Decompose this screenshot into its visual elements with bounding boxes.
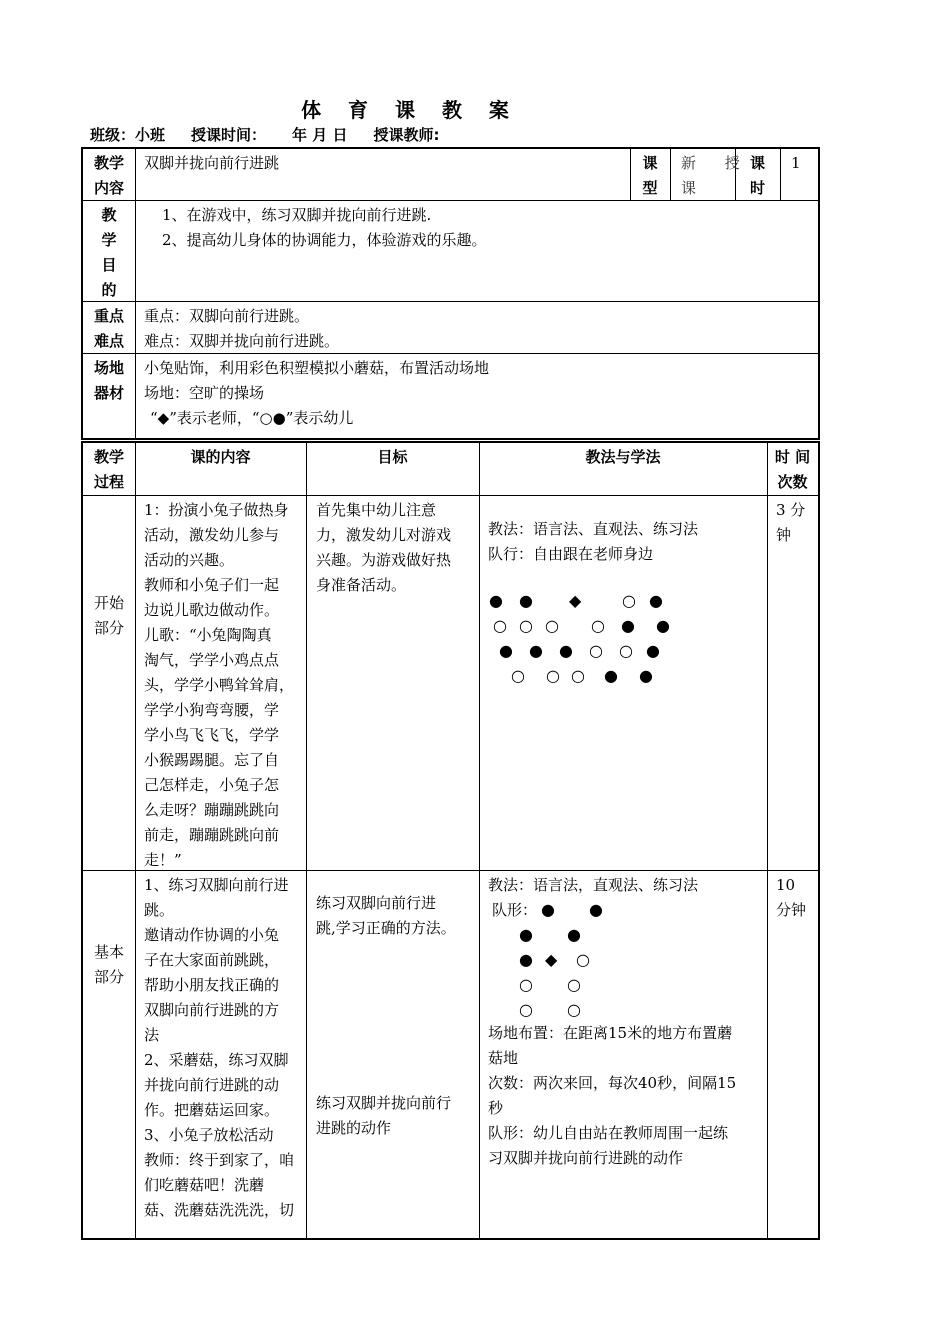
basic-filled-child-marker: ● [519, 950, 533, 969]
start-filled-child-marker: ● [529, 641, 543, 660]
header-goal: 目标 [377, 448, 408, 466]
hours-label: 课 时 [749, 154, 765, 197]
basic-method-top: 教法：语言法，直观法、练习法 [488, 876, 699, 894]
document-title: 体 育 课 教 案 [301, 98, 519, 122]
content-value: 双脚并拢向前行进跳 [144, 154, 280, 172]
basic-filled-child-marker: ● [541, 900, 555, 919]
basic-filled-child-marker: ● [519, 925, 533, 944]
start-filled-child-marker: ● [649, 591, 663, 610]
header-stage: 教学 过程 [93, 448, 124, 491]
basic-goal-2: 练习双脚并拢向前行 进跳的动作 [316, 1094, 452, 1137]
basic-formation-label: 队形： [492, 901, 538, 919]
header-time: 时 间 次数 [774, 448, 811, 491]
basic-method-lines: 场地布置：在距离15米的地方布置蘑 菇地 次数：两次来回，每次40秒，间隔15 秒 队形：幼儿自由站在教师周围一起练 习双脚并拢向前行进跳的动作 [488, 1024, 737, 1167]
class-label: 班级：小班 [90, 126, 166, 144]
key-label: 重点 难点 [93, 307, 124, 350]
start-hollow-child-marker: ○ [511, 666, 525, 685]
start-filled-child-marker: ● [621, 616, 635, 635]
start-hollow-child-marker: ○ [571, 666, 585, 685]
equip-list: 小兔贴饰，利用彩色积塑模拟小蘑菇，布置活动场地 场地：空旷的操场 “◆”表示老师，“○●”表示幼儿 [144, 359, 490, 427]
goal-list: 1、在游戏中，练习双脚并拢向前行进跳. 2、提高幼儿身体的协调能力，体验游戏的乐趣。 [162, 206, 487, 249]
basic-formation [479, 898, 767, 1023]
start-filled-child-marker: ● [639, 666, 653, 685]
start-filled-child-marker: ● [489, 591, 503, 610]
start-hollow-child-marker: ○ [545, 616, 559, 635]
start-hollow-child-marker: ○ [546, 666, 560, 685]
start-hollow-child-marker: ○ [519, 616, 533, 635]
start-hollow-child-marker: ○ [493, 616, 507, 635]
start-hollow-child-marker: ○ [619, 641, 633, 660]
start-goal: 首先集中幼儿注意 力，激发幼儿对游戏 兴趣。为游戏做好热 身准备活动。 [316, 501, 452, 594]
start-formation [479, 583, 767, 693]
start-filled-child-marker: ● [604, 666, 618, 685]
type-label: 课 型 [642, 154, 658, 197]
header-method: 教法与学法 [585, 448, 661, 466]
start-hollow-child-marker: ○ [622, 591, 636, 610]
basic-teacher-marker: ◆ [545, 950, 558, 969]
goal-label: 教 学 目 的 [101, 206, 117, 299]
basic-content: 1、练习双脚向前行进 跳。 邀请动作协调的小兔 子在大家面前跳跳， 帮助小朋友找正确的 双脚向前行进跳的方 法 2、采蘑菇，练习双脚 并拢向前行进跳的动 作。把蘑菇运回家。 3、小兔子放松活动 教师：终于到家了，咱 们吃蘑菇吧！洗蘑 菇、洗蘑菇洗洗洗，切 [144, 876, 295, 1219]
start-method: 教法：语言法、直观法、练习法 队行：自由跟在老师身边 [488, 520, 699, 563]
basic-time: 10 分钟 [776, 876, 807, 919]
start-filled-child-marker: ● [646, 641, 660, 660]
basic-hollow-child-marker: ○ [567, 1000, 581, 1019]
basic-label: 基本 部分 [93, 943, 124, 986]
content-label: 教学 内容 [93, 154, 124, 197]
start-label: 开始 部分 [93, 594, 124, 637]
basic-filled-child-marker: ● [589, 900, 603, 919]
date-label: 年 月 日 [292, 126, 348, 144]
start-time: 3 分 钟 [776, 501, 806, 544]
start-filled-child-marker: ● [519, 591, 533, 610]
process-table [81, 441, 820, 1240]
header-line [90, 124, 465, 145]
basic-hollow-child-marker: ○ [567, 975, 581, 994]
type-value: 新 授 课 [681, 154, 752, 197]
start-content: 1：扮演小兔子做热身 活动，激发幼儿参与 活动的兴趣。 教师和小兔子们一起 边说儿歌边做动作。 儿歌：“小兔陶陶真 淘气，学学小鸡点点 头，学学小鸭耸耸肩， 学学小狗弯弯腰，学 学小鸟飞飞飞，学学 小猴踢踢腿。忘了自 己怎样走，小兔子怎 么走呀？蹦蹦跳跳向 前走，蹦蹦跳跳向前 走！” [144, 501, 295, 869]
start-filled-child-marker: ● [559, 641, 573, 660]
basic-filled-child-marker: ● [567, 925, 581, 944]
start-hollow-child-marker: ○ [589, 641, 603, 660]
teacher-label: 授课教师: [373, 126, 440, 144]
start-filled-child-marker: ● [656, 616, 670, 635]
key-points: 重点：双脚向前行进跳。 难点：双脚并拢向前行进跳。 [144, 307, 340, 350]
basic-goal-1: 练习双脚向前行进 跳,学习正确的方法。 [316, 894, 456, 937]
hours-value: 1 [791, 154, 801, 172]
basic-hollow-child-marker: ○ [576, 950, 590, 969]
basic-hollow-child-marker: ○ [519, 1000, 533, 1019]
equip-label: 场地 器材 [93, 359, 124, 402]
start-teacher-marker: ◆ [569, 591, 582, 610]
start-filled-child-marker: ● [499, 641, 513, 660]
header-content: 课的内容 [190, 448, 251, 466]
info-table [81, 147, 820, 440]
basic-hollow-child-marker: ○ [519, 975, 533, 994]
time-label: 授课时间： [191, 126, 267, 144]
start-hollow-child-marker: ○ [591, 616, 605, 635]
